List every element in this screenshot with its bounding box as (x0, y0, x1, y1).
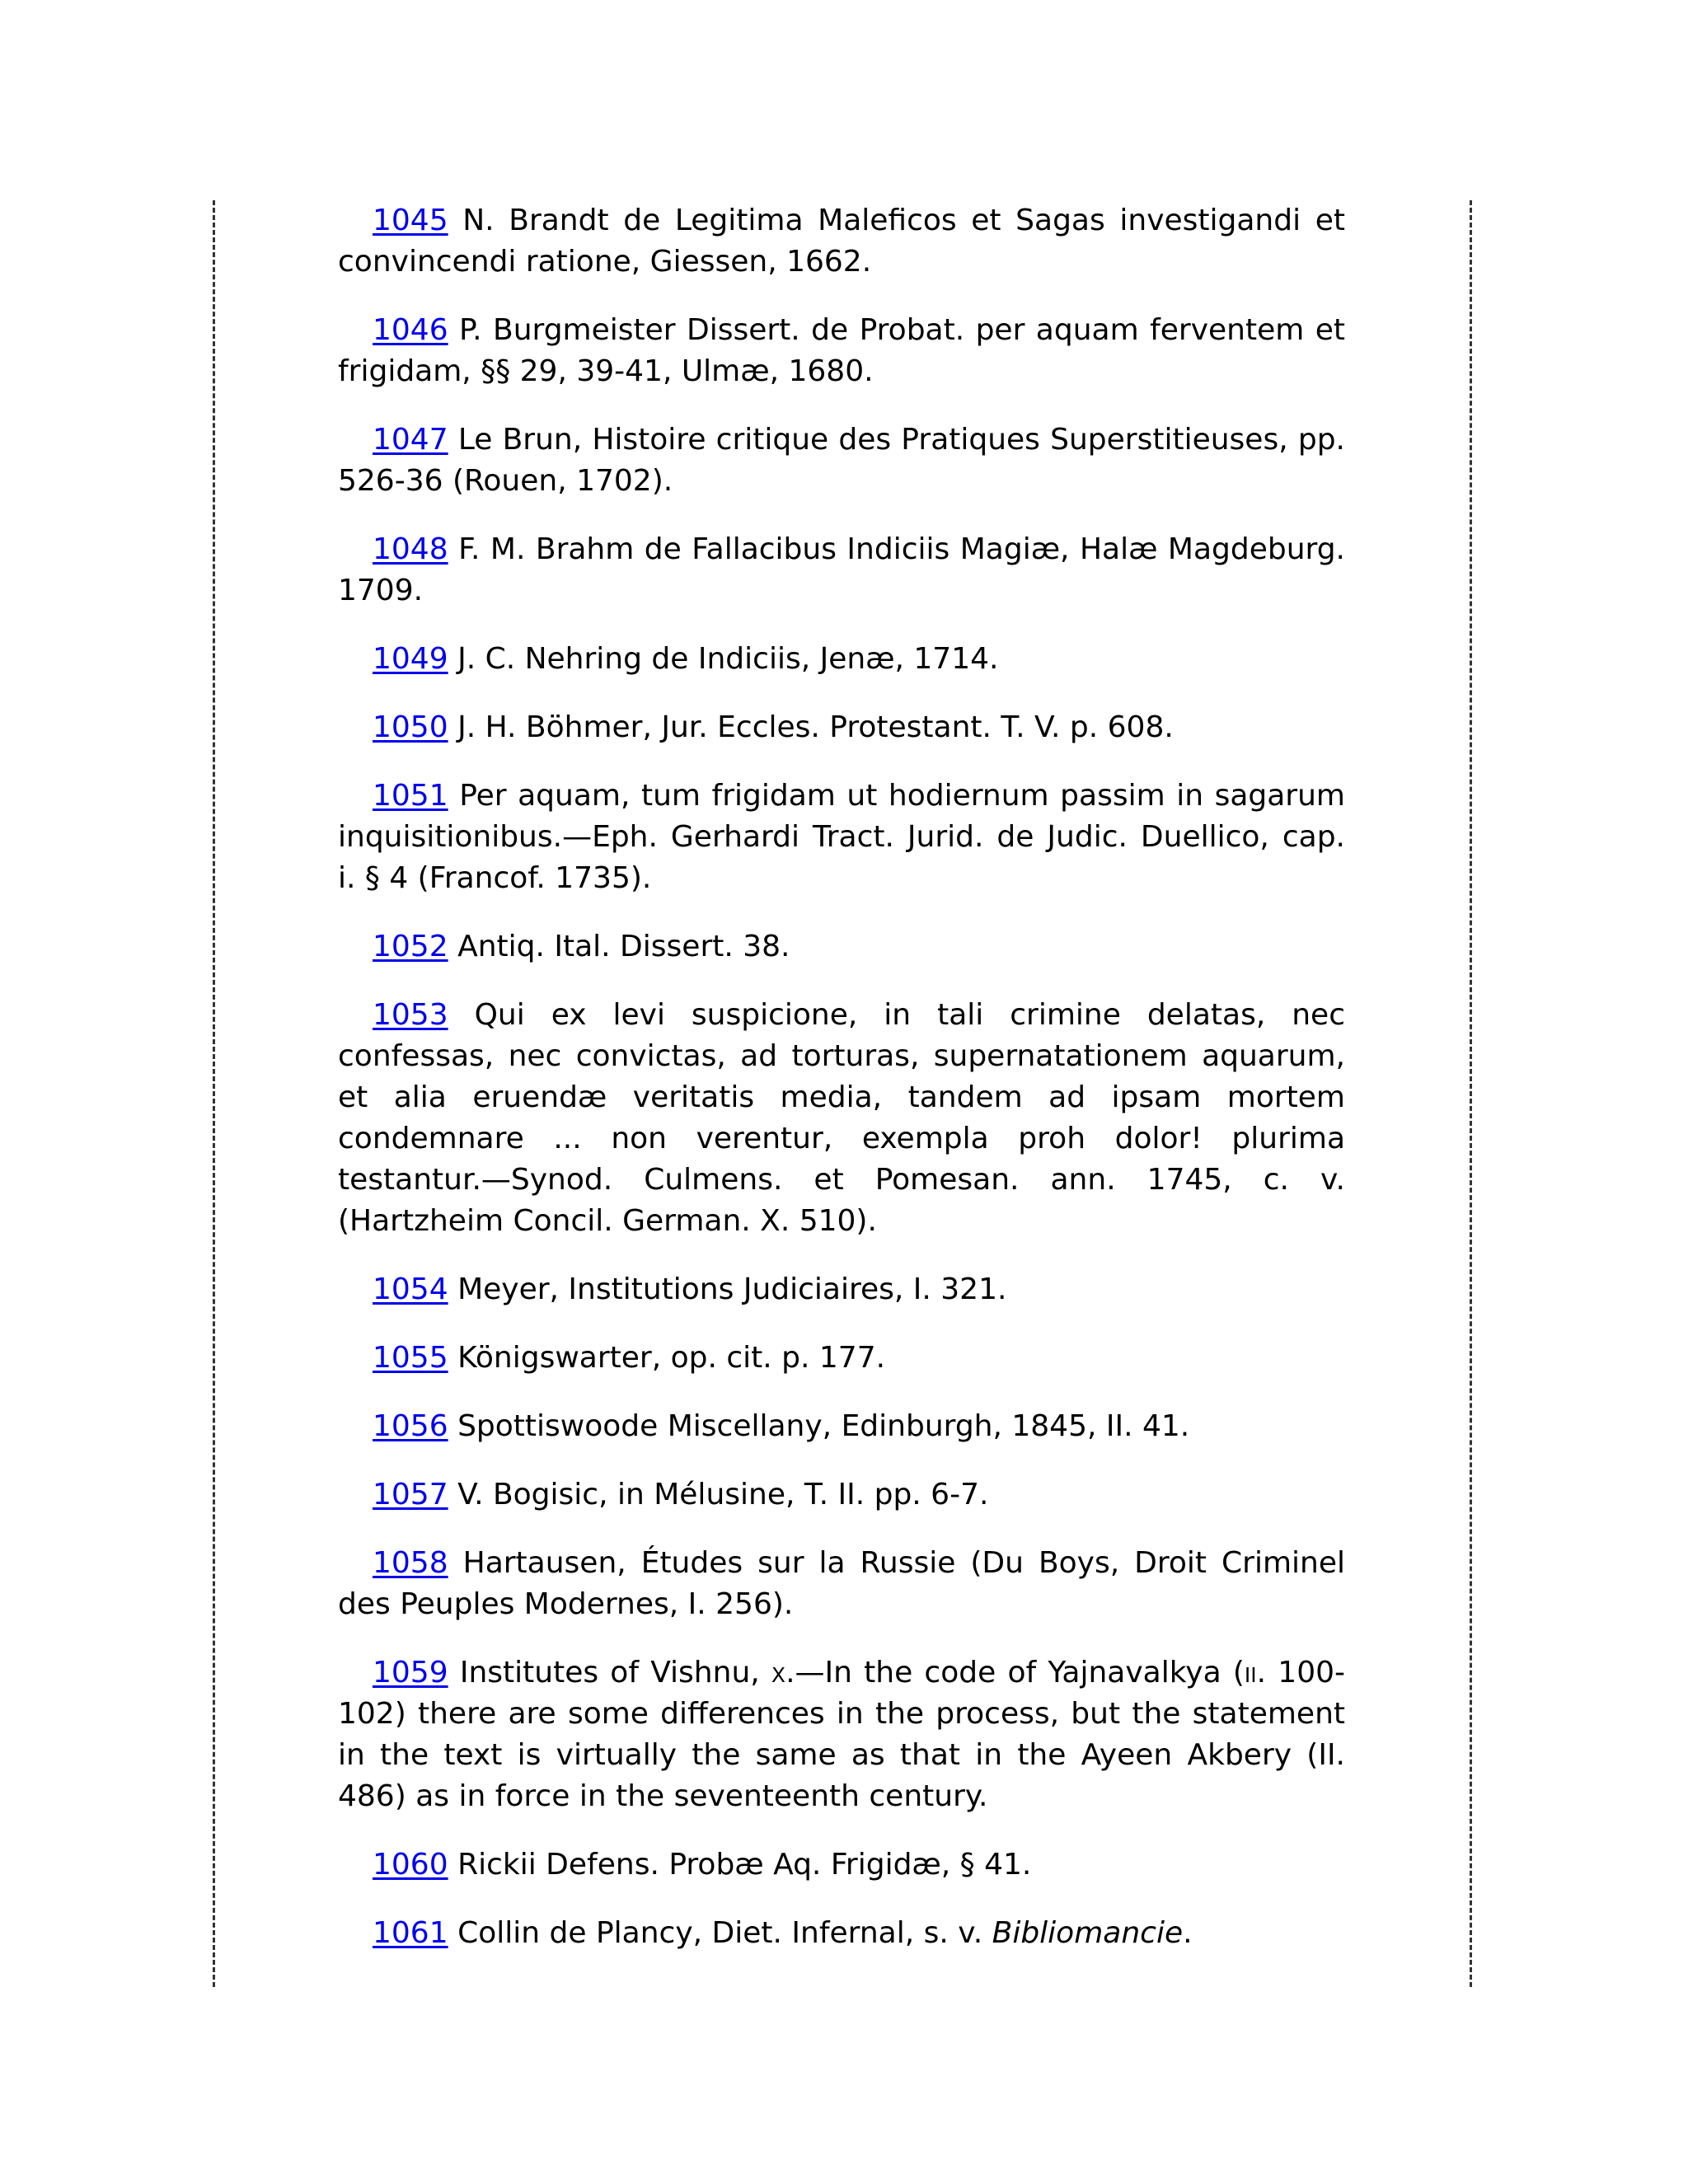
footnote-ref-link[interactable]: 1056 (373, 1409, 448, 1443)
footnote-1052 (338, 926, 1345, 968)
footnote-ref-link[interactable]: 1053 (373, 998, 448, 1032)
footnote-ref-link[interactable]: 1058 (373, 1546, 448, 1580)
footnote-ref-link[interactable]: 1059 (373, 1656, 448, 1690)
footnote-ref-link[interactable]: 1050 (373, 710, 448, 744)
footnote-ref-link[interactable]: 1060 (373, 1848, 448, 1882)
footnote-1061 (338, 1913, 1345, 1954)
footnote-text: . (1183, 1916, 1193, 1950)
footnote-text: P. Burgmeister Dissert. de Probat. per aquam ferventem et frigidam, §§ 29, 39-41, Ulmæ, 1680. (338, 313, 1345, 388)
footnote-ref-link[interactable]: 1046 (373, 313, 448, 347)
footnote-1054 (338, 1269, 1345, 1310)
footnote-text: Meyer, Institutions Judiciaires, I. 321. (457, 1272, 1007, 1306)
footnote-ref-link[interactable]: 1048 (373, 532, 448, 566)
footnote-ref-link[interactable]: 1051 (373, 779, 448, 813)
italic-term: Bibliomancie (992, 1916, 1184, 1950)
footnote-text: N. Brandt de Legitima Maleficos et Sagas investigandi et convincendi ratione, Giessen, 1662. (338, 204, 1345, 279)
footnote-1046 (338, 310, 1345, 392)
footnote-ref-link[interactable]: 1057 (373, 1478, 448, 1511)
footnote-text: Spottiswoode Miscellany, Edinburgh, 1845, II. 41. (457, 1409, 1190, 1443)
footnote-ref-link[interactable]: 1047 (373, 423, 448, 457)
footnote-text: F. M. Brahm de Fallacibus Indiciis Magiæ, Halæ Magdeburg. 1709. (338, 532, 1345, 607)
footnote-text: J. H. Böhmer, Jur. Eccles. Protestant. T. V. p. 608. (457, 710, 1174, 744)
footnote-text: Per aquam, tum frigidam ut hodiernum passim in sagarum inquisitionibus.—Eph. Gerhardi Tract. Jurid. de Judic. Duellico, cap. i. § 4 (Francof. 1735). (338, 779, 1345, 895)
footnote-text: . 100-102) there are some differences in the process, but the statement in the text is virtually the same as that in the Ayeen Akbery (II. 486) as in force in the seventeenth century. (338, 1656, 1345, 1813)
footnote-1045 (338, 200, 1345, 283)
footnote-ref-link[interactable]: 1052 (373, 930, 448, 963)
footnote-ref-link[interactable]: 1049 (373, 642, 448, 676)
footnote-text: Antiq. Ital. Dissert. 38. (457, 930, 790, 963)
footnote-text: Le Brun, Histoire critique des Pratiques Superstitieuses, pp. 526-36 (Rouen, 1702). (338, 423, 1345, 498)
roman-numeral: ii (1244, 1656, 1257, 1690)
right-margin-dashed-rule (1470, 200, 1472, 1987)
footnote-text: J. C. Nehring de Indiciis, Jenæ, 1714. (457, 642, 999, 676)
footnote-1056 (338, 1406, 1345, 1447)
footnote-1051 (338, 776, 1345, 899)
footnote-text: Rickii Defens. Probæ Aq. Frigidæ, § 41. (457, 1848, 1032, 1882)
footnote-text: V. Bogisic, in Mélusine, T. II. pp. 6-7. (457, 1478, 989, 1511)
footnote-1049 (338, 639, 1345, 680)
footnote-text: Collin de Plancy, Diet. Infernal, s. v. (457, 1916, 992, 1950)
footnote-list (338, 200, 1345, 1981)
footnote-ref-link[interactable]: 1045 (373, 204, 448, 237)
footnote-1048 (338, 529, 1345, 612)
footnote-1057 (338, 1474, 1345, 1516)
footnote-1050 (338, 707, 1345, 748)
left-margin-dashed-rule (213, 200, 215, 1987)
footnote-text: Institutes of Vishnu, (459, 1656, 771, 1690)
footnote-ref-link[interactable]: 1061 (373, 1916, 448, 1950)
footnote-1058 (338, 1543, 1345, 1625)
footnote-1053 (338, 995, 1345, 1242)
footnote-ref-link[interactable]: 1054 (373, 1272, 448, 1306)
footnote-1060 (338, 1844, 1345, 1886)
roman-numeral: x (771, 1656, 786, 1690)
footnote-text: Qui ex levi suspicione, in tali crimine delatas, nec confessas, nec convictas, ad torturas, supernatationem aquarum, et alia eruendæ veritatis media, tandem ad ipsam mortem condemnare ... non verentur, exempla proh dolor! plurima testantur.—Synod. Culmens. et Pomesan. ann. 1745, c. v. (Hartzheim Concil. German. X. 510). (338, 998, 1345, 1238)
footnote-1059 (338, 1652, 1345, 1817)
footnote-text: Hartausen, Études sur la Russie (Du Boys, Droit Criminel des Peuples Modernes, I. 256). (338, 1546, 1345, 1621)
footnote-text: Königswarter, op. cit. p. 177. (457, 1341, 886, 1375)
footnote-text: .—In the code of Yajnavalkya ( (785, 1656, 1245, 1690)
footnote-1047 (338, 419, 1345, 502)
footnote-1055 (338, 1338, 1345, 1379)
footnote-ref-link[interactable]: 1055 (373, 1341, 448, 1375)
